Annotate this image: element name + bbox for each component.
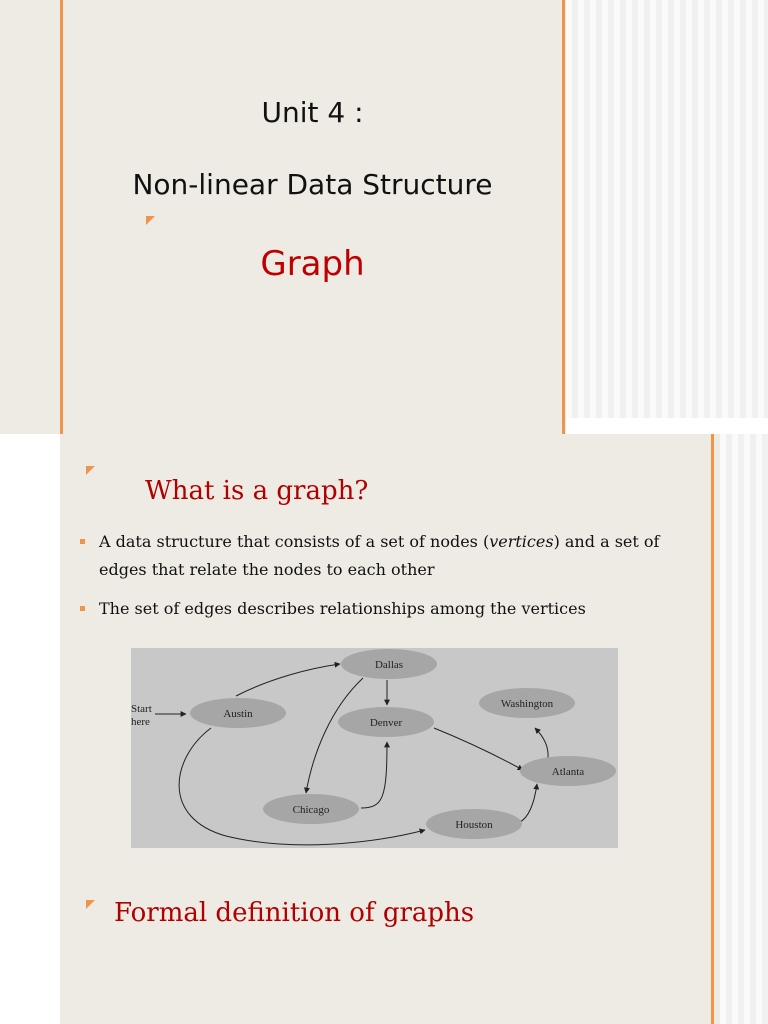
bullet-text: The set of edges describes relationships among the vertices (99, 599, 586, 618)
bullet-text-part: A data structure that consists of a set of nodes ( (99, 532, 490, 551)
slide-right-rule (562, 0, 565, 434)
slide-right-rule (711, 434, 714, 1024)
section-heading: Formal definition of graphs (114, 898, 475, 928)
background-strip (720, 434, 768, 1024)
start-label: here (131, 716, 150, 728)
bullet-item (80, 595, 684, 623)
slide-left-rule (60, 0, 63, 434)
bullet-text (80, 528, 684, 584)
edge-austin-dallas (236, 664, 340, 696)
graph-figure (131, 648, 618, 848)
edge-houston-atlanta (520, 784, 537, 822)
edge-austin-houston (179, 728, 425, 845)
edge-dallas-chicago (306, 678, 363, 793)
topic-title: Graph (260, 244, 365, 284)
start-label: Start (131, 703, 152, 715)
node-label-chicago: Chicago (292, 804, 330, 816)
unit-subtitle: Non-linear Data Structure (132, 168, 493, 201)
bullet-square-icon (80, 606, 85, 611)
bullet-triangle-icon (86, 900, 95, 909)
node-label-denver: Denver (369, 717, 403, 729)
bullet-square-icon (80, 539, 85, 544)
edge-denver-atlanta (434, 728, 523, 770)
bullet-item (80, 528, 684, 584)
node-label-dallas: Dallas (374, 659, 404, 671)
bullet-emphasis: vertices (489, 532, 554, 551)
graph-diagram (131, 648, 618, 848)
bullet-text-part: ) and a set of edges that relate the nodes to each other (99, 532, 660, 579)
edge-chicago-denver (361, 742, 387, 808)
title-slide (0, 0, 566, 434)
bullet-triangle-icon (146, 216, 155, 225)
bullet-triangle-icon (86, 466, 95, 475)
unit-title: Unit 4 : (261, 96, 364, 129)
edge-atlanta-washington (535, 728, 548, 758)
content-slide (60, 434, 720, 1024)
node-label-austin: Austin (223, 708, 253, 720)
node-label-houston: Houston (455, 819, 493, 831)
node-label-atlanta: Atlanta (551, 766, 585, 778)
node-label-washington: Washington (500, 698, 554, 710)
background-strip (566, 0, 768, 418)
section-heading: What is a graph? (145, 476, 369, 506)
